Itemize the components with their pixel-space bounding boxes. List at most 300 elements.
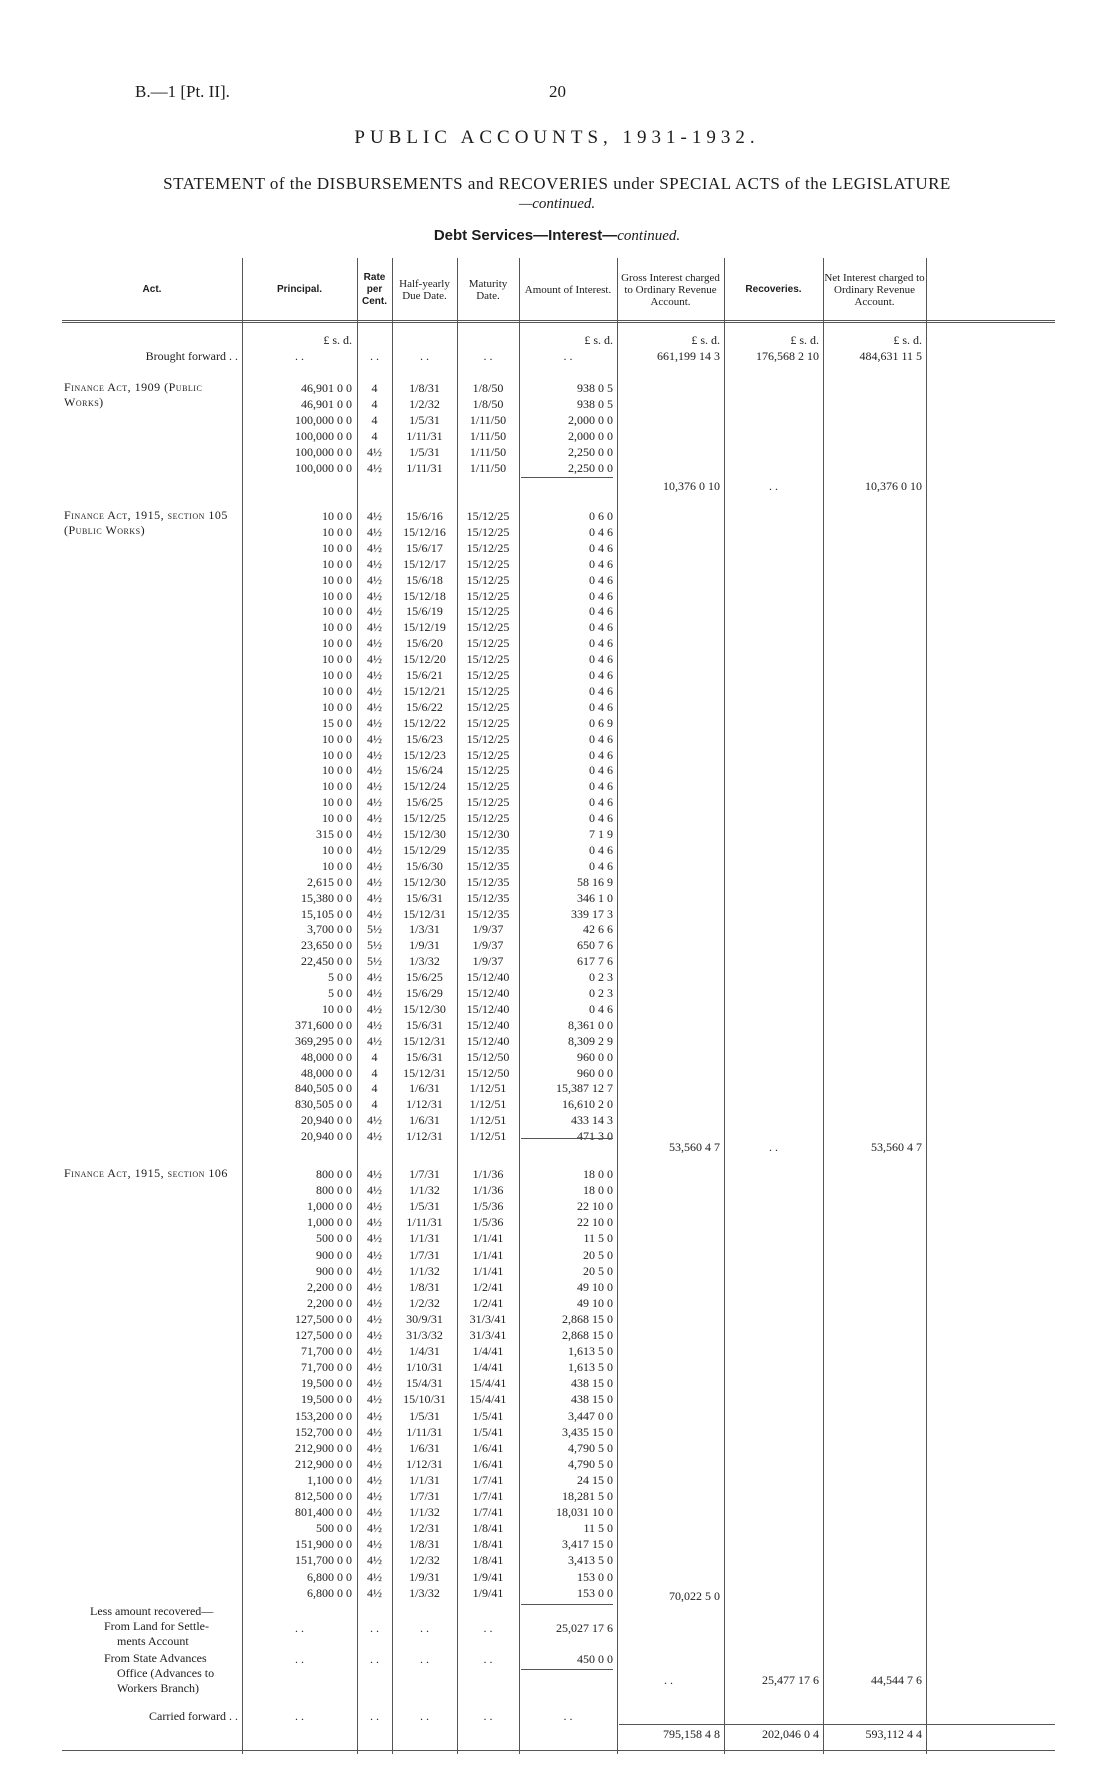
interest-amount-cell: 1,613 5 0 (568, 1360, 613, 1375)
table-row (62, 540, 1055, 556)
header-rule (62, 320, 1055, 323)
less-net: 44,544 7 6 (871, 1673, 922, 1687)
principal-cell: 10 0 0 (322, 540, 352, 555)
principal-cell: 5 0 0 (328, 970, 352, 985)
net-unit: £ s. d. (893, 333, 922, 347)
subtotal-rule (521, 1138, 613, 1139)
due-date-cell: 15/10/31 (403, 1392, 446, 1407)
maturity-date-cell: 15/4/41 (469, 1376, 507, 1391)
act-finance-1915-section-105: Finance Act, 1915, section 105 (Public Works) (64, 508, 228, 537)
due-date-cell: 15/12/20 (403, 652, 446, 667)
principal-cell: 315 0 0 (316, 827, 352, 841)
less-item1-row (62, 1620, 1055, 1636)
principal-cell: 812,500 0 0 (295, 1489, 352, 1503)
principal-cell: 100,000 0 0 (295, 429, 352, 443)
due-date-cell: 15/6/24 (406, 763, 443, 778)
interest-amount-cell: 0 4 6 (589, 556, 613, 571)
maturity-date-cell: 15/12/25 (466, 763, 510, 778)
due-date-cell: 15/6/22 (406, 699, 443, 714)
due-date-cell: 31/3/32 (406, 1328, 443, 1342)
due-date-cell: 1/1/32 (409, 1263, 440, 1278)
interest-amount-cell: 22 10 0 (577, 1199, 613, 1214)
table-row (62, 1552, 1055, 1568)
due-date-cell: 15/12/29 (403, 842, 446, 857)
column-header-amount-of-interest: Amount of Interest. (524, 284, 612, 296)
maturity-date-cell: 15/12/25 (466, 683, 510, 698)
recoveries-unit: £ s. d. (790, 333, 819, 347)
table-row (62, 921, 1055, 937)
table-row (62, 1408, 1055, 1424)
interest-amount-cell: 2,868 15 0 (562, 1328, 613, 1342)
principal-cell: 15 0 0 (322, 715, 352, 730)
rate-cell: 4½ (367, 779, 382, 794)
principal-cell: 10 0 0 (322, 636, 352, 651)
maturity-date-cell: 1/8/41 (472, 1537, 504, 1552)
principal-cell: 500 0 0 (316, 1521, 352, 1536)
maturity-date-cell: 1/5/41 (472, 1408, 504, 1423)
maturity-date-cell: 15/12/35 (466, 906, 510, 921)
maturity-date-cell: 1/11/50 (469, 445, 507, 459)
table-row (62, 1375, 1055, 1391)
table-row (62, 1166, 1055, 1182)
interest-amount-cell: 0 4 6 (589, 763, 613, 778)
principal-cell: 900 0 0 (316, 1263, 352, 1278)
principal-cell: 15,105 0 0 (301, 906, 352, 921)
interest-amount-cell: 18 0 0 (583, 1183, 613, 1198)
carried-forward-totals-row (62, 1726, 1055, 1742)
principal-cell: 127,500 0 0 (295, 1311, 352, 1326)
rate-cell: 4½ (367, 699, 382, 714)
maturity-date-cell: 1/5/41 (472, 1424, 504, 1439)
due-date-cell: 1/11/31 (406, 1424, 443, 1439)
rate-cell: 4½ (367, 747, 382, 762)
table-row (62, 1440, 1055, 1456)
interest-amount-cell: 438 15 0 (571, 1376, 613, 1391)
due-date-cell: 15/12/19 (403, 620, 446, 635)
principal-cell: 10 0 0 (322, 779, 352, 794)
principal-cell: 127,500 0 0 (295, 1328, 352, 1342)
maturity-date-cell: 1/12/51 (469, 1097, 507, 1112)
rate-cell: 4½ (367, 636, 382, 651)
table-row (62, 890, 1055, 906)
due-date-cell: 1/10/31 (406, 1360, 443, 1375)
interest-amount-cell: 0 4 6 (589, 731, 613, 746)
interest-amount-cell: 2,000 0 0 (568, 429, 613, 443)
due-date-cell: 1/1/32 (409, 1183, 440, 1198)
table-row (62, 1311, 1055, 1327)
rate-cell: 4½ (367, 811, 382, 826)
brought-forward-net: 484,631 11 5 (859, 349, 922, 363)
principal-cell: 10 0 0 (322, 795, 352, 810)
section-heading-italic: continued. (617, 228, 681, 244)
maturity-date-cell: 1/1/36 (472, 1183, 504, 1198)
maturity-date-cell: 1/2/41 (472, 1279, 504, 1294)
due-date-cell: 1/7/31 (409, 1489, 440, 1503)
maturity-date-cell: 15/12/25 (466, 604, 510, 619)
rate-cell: 4½ (367, 1489, 382, 1503)
due-date-cell: 15/12/25 (403, 811, 446, 826)
due-date-cell: 1/3/32 (409, 954, 440, 969)
principal-cell: 800 0 0 (316, 1167, 352, 1181)
table-row (62, 731, 1055, 747)
table-row (62, 699, 1055, 715)
amount-dots: . . (563, 1709, 573, 1723)
principal-cell: 153,200 0 0 (295, 1408, 352, 1423)
rate-cell: 4½ (367, 620, 382, 635)
table-row (62, 1343, 1055, 1359)
due-date-cell: 15/6/29 (406, 986, 443, 1000)
carried-forward-label: Carried forward . . (149, 1709, 238, 1723)
due-date-cell: 15/6/18 (406, 572, 443, 587)
interest-amount-cell: 0 4 6 (589, 779, 613, 794)
brought-forward-label: Brought forward . . (145, 349, 238, 363)
less-item2-row (62, 1651, 1055, 1667)
table-row (62, 1198, 1055, 1214)
interest-amount-cell: 938 0 5 (577, 397, 613, 411)
interest-amount-cell: 20 5 0 (583, 1247, 613, 1262)
interest-amount-cell: 18,031 10 0 (556, 1505, 613, 1520)
rate-dots: . . (370, 349, 379, 363)
interest-amount-cell: 960 0 0 (577, 1065, 613, 1080)
carried-forward-net: 593,112 4 4 (865, 1727, 922, 1741)
maturity-date-cell: 1/1/41 (472, 1231, 504, 1246)
amount-dots: . . (563, 349, 573, 363)
section-heading-bold: Debt Services—Interest— (433, 227, 618, 244)
interest-amount-cell: 617 7 6 (577, 954, 613, 969)
maturity-date-cell: 15/12/25 (466, 524, 510, 539)
column-header-net-interest: Net Interest charged to Ordinary Revenue Account. (824, 272, 925, 308)
rate-cell: 4 (371, 1081, 378, 1096)
principal-cell: 10 0 0 (322, 747, 352, 762)
rate-cell: 4½ (367, 858, 382, 873)
rate-cell: 4½ (367, 1505, 382, 1520)
principal-cell: 19,500 0 0 (301, 1392, 352, 1407)
due-date-cell: 15/12/30 (403, 1001, 446, 1016)
due-date-cell: 15/6/23 (406, 731, 443, 746)
maturity-date-cell: 15/12/25 (466, 811, 510, 826)
rate-cell: 4½ (367, 1376, 382, 1391)
maturity-dots: . . (483, 349, 493, 363)
group3-gross: 70,022 5 0 (669, 1589, 720, 1603)
due-date-cell: 15/12/30 (403, 874, 446, 889)
rate-cell: 4½ (367, 1569, 382, 1584)
interest-amount-cell: 3,417 15 0 (562, 1537, 613, 1552)
rate-cell: 4 (371, 429, 378, 443)
maturity-date-cell: 15/12/35 (466, 874, 510, 889)
less-item1-line2: ments Account (117, 1634, 189, 1648)
interest-amount-cell: 3,435 15 0 (562, 1424, 613, 1439)
due-date-cell: 1/3/32 (409, 1585, 440, 1600)
maturity-date-cell: 1/9/41 (472, 1569, 504, 1584)
maturity-date-cell: 15/12/25 (466, 540, 510, 555)
due-date-cell: 1/8/31 (409, 1537, 440, 1552)
interest-amount-cell: 15,387 12 7 (556, 1081, 613, 1096)
interest-amount-cell: 49 10 0 (577, 1279, 613, 1294)
principal-cell: 369,295 0 0 (295, 1033, 352, 1048)
maturity-date-cell: 1/12/51 (469, 1113, 507, 1128)
interest-amount-cell: 2,250 0 0 (568, 461, 613, 475)
brought-forward-row (62, 348, 1055, 364)
maturity-date-cell: 15/12/35 (466, 890, 510, 905)
rate-cell: 5½ (367, 938, 382, 953)
interest-amount-cell: 0 4 6 (589, 588, 613, 603)
principal-cell: 212,900 0 0 (295, 1456, 352, 1471)
brought-forward-recoveries: 176,568 2 10 (756, 349, 819, 363)
principal-cell: 20,940 0 0 (301, 1113, 352, 1128)
principal-cell: 10 0 0 (322, 1001, 352, 1016)
total-rule (619, 1724, 1055, 1725)
interest-amount-cell: 0 4 6 (589, 1001, 613, 1016)
principal-cell: 6,800 0 0 (307, 1585, 352, 1600)
due-date-cell: 15/6/31 (406, 1049, 443, 1064)
maturity-date-cell: 15/12/25 (466, 779, 510, 794)
rate-cell: 4 (371, 1097, 378, 1112)
due-dots: . . (420, 1621, 429, 1635)
table-row (62, 1096, 1055, 1112)
due-date-cell: 30/9/31 (406, 1311, 443, 1326)
rate-cell: 4½ (367, 1424, 382, 1439)
principal-cell: 212,900 0 0 (295, 1440, 352, 1455)
maturity-date-cell: 15/12/35 (466, 842, 510, 857)
maturity-date-cell: 15/12/25 (466, 636, 510, 651)
interest-amount-cell: 0 4 6 (589, 540, 613, 555)
principal-cell: 71,700 0 0 (301, 1344, 352, 1359)
rate-cell: 4 (371, 1065, 378, 1080)
principal-cell: 100,000 0 0 (295, 445, 352, 459)
less-heading: Less amount recovered— (90, 1604, 214, 1618)
rate-cell: 4½ (367, 874, 382, 889)
interest-amount-cell: 0 4 6 (589, 795, 613, 810)
principal-cell: 46,901 0 0 (301, 397, 352, 411)
table-row (62, 1182, 1055, 1198)
principal-cell: 151,700 0 0 (295, 1553, 352, 1568)
table-row (62, 906, 1055, 922)
table-row (62, 603, 1055, 619)
maturity-date-cell: 15/4/41 (469, 1392, 507, 1407)
interest-amount-cell: 18 0 0 (583, 1167, 613, 1181)
interest-amount-cell: 0 4 6 (589, 842, 613, 857)
table-row (62, 1536, 1055, 1552)
interest-amount-cell: 11 5 0 (583, 1231, 613, 1246)
table-row (62, 1247, 1055, 1263)
maturity-date-cell: 15/12/35 (466, 858, 510, 873)
subtotal-rule (521, 477, 613, 478)
maturity-date-cell: 1/9/37 (472, 922, 504, 937)
table-row (62, 858, 1055, 874)
statement-heading: STATEMENT of the DISBURSEMENTS and RECOVERIES under SPECIAL ACTS of the LEGISLATURE (163, 174, 951, 193)
maturity-date-cell: 15/12/25 (466, 509, 510, 523)
interest-amount-cell: 2,000 0 0 (568, 413, 613, 427)
due-date-cell: 1/11/31 (406, 429, 443, 443)
principal-cell: 10 0 0 (322, 604, 352, 619)
due-date-cell: 15/12/23 (403, 747, 446, 762)
interest-amount-cell: 2,868 15 0 (562, 1311, 613, 1326)
rate-cell: 4½ (367, 604, 382, 619)
maturity-date-cell: 1/5/36 (472, 1199, 504, 1214)
principal-cell: 10 0 0 (322, 524, 352, 539)
maturity-date-cell: 31/3/41 (469, 1328, 507, 1342)
group1-recoveries: . . (769, 479, 778, 493)
rate-cell: 4½ (367, 1311, 382, 1326)
due-date-cell: 15/6/19 (406, 604, 443, 619)
table-row (62, 1520, 1055, 1536)
principal-cell: 48,000 0 0 (301, 1065, 352, 1080)
principal-cell: 10 0 0 (322, 556, 352, 571)
rate-cell: 4½ (367, 1344, 382, 1359)
interest-amount-cell: 4,790 5 0 (568, 1456, 613, 1471)
carried-forward-gross: 795,158 4 8 (663, 1727, 720, 1741)
rate-cell: 4½ (367, 461, 382, 475)
maturity-date-cell: 1/4/41 (472, 1360, 504, 1375)
rate-cell: 4½ (367, 1129, 382, 1144)
principal-dots: . . (295, 1621, 304, 1635)
interest-amount-cell: 0 6 9 (589, 715, 613, 730)
table-row (62, 412, 1055, 428)
maturity-date-cell: 15/12/40 (466, 1033, 510, 1048)
interest-amount-cell: 11 5 0 (583, 1521, 613, 1536)
due-date-cell: 15/6/31 (406, 1017, 443, 1032)
due-date-cell: 1/12/31 (406, 1456, 443, 1471)
maturity-date-cell: 1/9/37 (472, 938, 504, 953)
table-row (62, 1214, 1055, 1230)
table-row (62, 1488, 1055, 1504)
table-row (62, 762, 1055, 778)
due-date-cell: 15/6/16 (406, 509, 443, 523)
less-item2-amount: 450 0 0 (577, 1652, 613, 1666)
due-date-cell: 1/1/31 (409, 1231, 440, 1246)
rate-cell: 4½ (367, 827, 382, 841)
rate-cell: 4½ (367, 1295, 382, 1310)
principal-cell: 10 0 0 (322, 652, 352, 667)
interest-amount-cell: 650 7 6 (577, 938, 613, 953)
maturity-date-cell: 15/12/25 (466, 652, 510, 667)
rate-cell: 4½ (367, 986, 382, 1000)
rate-cell: 4½ (367, 524, 382, 539)
due-date-cell: 15/12/31 (403, 1033, 446, 1048)
rate-cell: 4½ (367, 1263, 382, 1278)
table-row (62, 937, 1055, 953)
due-dots: . . (420, 349, 429, 363)
rate-cell: 4½ (367, 970, 382, 985)
due-date-cell: 1/12/31 (406, 1097, 443, 1112)
table-row (62, 810, 1055, 826)
principal-cell: 500 0 0 (316, 1231, 352, 1246)
table-row (62, 667, 1055, 683)
due-date-cell: 1/2/32 (409, 397, 440, 411)
maturity-date-cell: 15/12/40 (466, 986, 510, 1000)
due-date-cell: 1/5/31 (409, 1199, 440, 1214)
table-row (62, 715, 1055, 731)
maturity-date-cell: 1/7/41 (472, 1505, 504, 1520)
interest-amount-cell: 0 4 6 (589, 668, 613, 682)
due-date-cell: 1/6/31 (409, 1081, 440, 1096)
maturity-date-cell: 1/6/41 (472, 1440, 504, 1455)
table-row (62, 683, 1055, 699)
due-date-cell: 1/1/31 (409, 1472, 440, 1487)
due-date-cell: 1/5/31 (409, 413, 440, 427)
maturity-date-cell: 1/7/41 (472, 1472, 504, 1487)
maturity-dots: . . (483, 1709, 493, 1723)
rate-cell: 4½ (367, 572, 382, 587)
rate-cell: 4½ (367, 1360, 382, 1375)
less-item2-line1: From State Advances (104, 1651, 207, 1665)
table-row (62, 1424, 1055, 1440)
rate-cell: 4½ (367, 509, 382, 523)
maturity-date-cell: 15/12/25 (466, 588, 510, 603)
due-date-cell: 15/12/21 (403, 683, 446, 698)
maturity-date-cell: 1/9/41 (472, 1585, 504, 1600)
column-header-maturity-date: Maturity Date. (468, 278, 508, 302)
principal-cell: 46,901 0 0 (301, 381, 352, 395)
principal-cell: 20,940 0 0 (301, 1129, 352, 1144)
principal-cell: 2,200 0 0 (307, 1279, 352, 1294)
brought-forward-gross: 661,199 14 3 (657, 349, 720, 363)
table-row (62, 874, 1055, 890)
table-row (62, 556, 1055, 572)
due-date-cell: 1/4/31 (409, 1344, 440, 1359)
less-gross: . . (664, 1673, 673, 1687)
due-date-cell: 15/6/31 (406, 890, 443, 905)
principal-cell: 5 0 0 (328, 986, 352, 1000)
carried-forward-recoveries: 202,046 0 4 (762, 1727, 819, 1741)
group2-net: 53,560 4 7 (871, 1140, 922, 1154)
table-row (62, 1391, 1055, 1407)
table-row (62, 747, 1055, 763)
table-row (62, 1263, 1055, 1279)
units-row (62, 332, 1055, 348)
table-row (62, 953, 1055, 969)
principal-cell: 23,650 0 0 (301, 938, 352, 953)
due-date-cell: 1/7/31 (409, 1247, 440, 1262)
principal-dots: . . (295, 349, 304, 363)
table-row (62, 1049, 1055, 1065)
column-header-principal: Principal. (276, 284, 322, 295)
table-row (62, 1359, 1055, 1375)
table-row (62, 619, 1055, 635)
table-row (62, 635, 1055, 651)
due-date-cell: 1/5/31 (409, 445, 440, 459)
interest-amount-cell: 153 0 0 (577, 1569, 613, 1584)
maturity-date-cell: 1/7/41 (472, 1489, 504, 1503)
due-date-cell: 15/6/30 (406, 858, 443, 873)
due-date-cell: 1/6/31 (409, 1440, 440, 1455)
principal-dots: . . (295, 1709, 304, 1723)
act-finance-1909: Finance Act, 1909 (Public Works) (64, 380, 203, 409)
interest-amount-cell: 42 6 6 (583, 922, 613, 937)
principal-cell: 100,000 0 0 (295, 461, 352, 475)
maturity-date-cell: 1/8/41 (472, 1553, 504, 1568)
accounts-table (62, 258, 1055, 1754)
maturity-date-cell: 1/8/41 (472, 1521, 504, 1536)
principal-cell: 10 0 0 (322, 509, 352, 523)
principal-cell: 151,900 0 0 (295, 1537, 352, 1552)
principal-cell: 22,450 0 0 (301, 954, 352, 969)
rate-cell: 4 (371, 381, 378, 395)
due-date-cell: 1/6/31 (409, 1113, 440, 1128)
table-row (62, 1112, 1055, 1128)
table-row (62, 969, 1055, 985)
gross-unit: £ s. d. (691, 333, 720, 347)
rate-cell: 4½ (367, 1440, 382, 1455)
interest-amount-cell: 0 4 6 (589, 636, 613, 651)
table-row (62, 1001, 1055, 1017)
interest-amount-cell: 346 1 0 (577, 890, 613, 905)
maturity-date-cell: 1/9/37 (472, 954, 504, 969)
document-reference: B.—1 [Pt. II]. (135, 82, 230, 101)
interest-amount-cell: 18,281 5 0 (562, 1489, 613, 1503)
column-header-rate: Rate per Cent. (362, 272, 387, 307)
maturity-date-cell: 1/1/41 (472, 1247, 504, 1262)
